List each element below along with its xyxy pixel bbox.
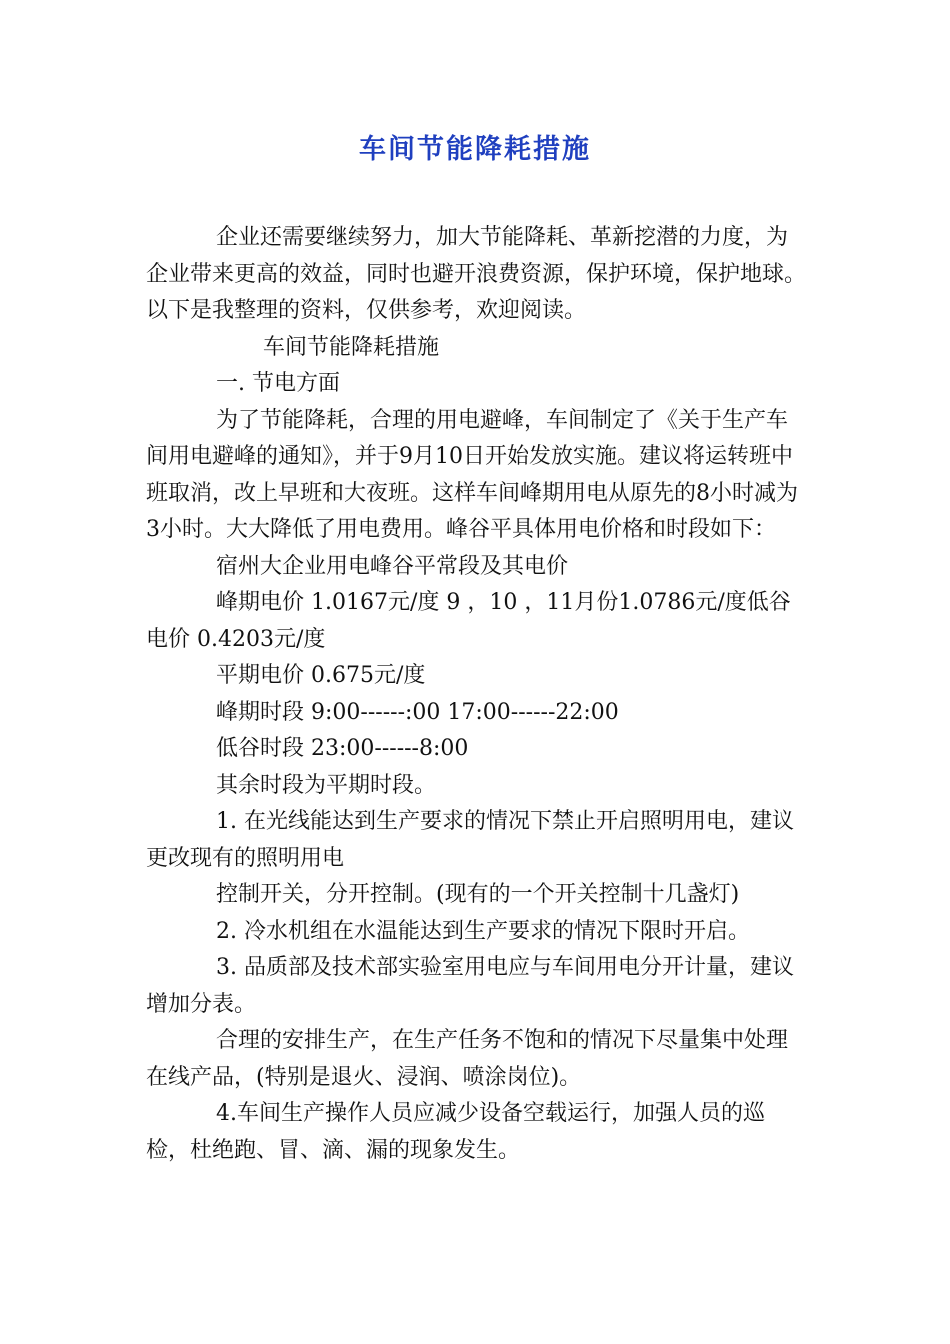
paragraph-peak-hours: 峰期时段 9:00------:00 17:00------22:00	[216, 699, 619, 725]
paragraph-item-3: 3. 品质部及技术部实验室用电应与车间用电分开计量，建议增加分表。	[146, 955, 794, 1017]
paragraph-item-1-cont: 控制开关，分开控制。(现有的一个开关控制十几盏灯)	[216, 882, 740, 907]
paragraph-intro: 企业还需要继续努力，加大节能降耗、革新挖潜的力度，为企业带来更高的效益，同时也避开浪费资源，保护环境，保护地球。以下是我整理的资料，仅供参考，欢迎阅读。	[146, 225, 807, 323]
paragraph-scheduling: 合理的安排生产，在生产任务不饱和的情况下尽量集中处理在线产品，(特别是退火、浸润、喷涂岗位)。	[146, 1028, 789, 1090]
paragraph-subtitle: 车间节能降耗措施	[263, 334, 440, 360]
paragraph-item-4: 4.车间生产操作人员应减少设备空载运行，加强人员的巡检，杜绝跑、冒、滴、漏的现象发生。	[146, 1101, 765, 1163]
paragraph-peak-avoidance: 为了节能降耗，合理的用电避峰，车间制定了《关于生产车间用电避峰的通知》，并于9月10日开始发放实施。建议将运转班中班取消，改上早班和大夜班。这样车间峰期用电从原先的8小时减为3小时。大大降低了用电费用。峰谷平具体用电价格和时段如下：	[146, 407, 798, 542]
paragraph-tariff-heading: 宿州大企业用电峰谷平常段及其电价	[216, 553, 569, 579]
paragraph-valley-hours: 低谷时段 23:00------8:00	[216, 736, 469, 761]
paragraph-item-1: 1. 在光线能达到生产要求的情况下禁止开启照明用电，建议更改现有的照明用电	[146, 809, 794, 871]
paragraph-remaining-hours: 其余时段为平期时段。	[216, 772, 437, 798]
document-title: 车间节能降耗措施	[359, 134, 591, 165]
paragraph-flat-price: 平期电价 0.675元/度	[216, 663, 426, 688]
paragraph-peak-price: 峰期电价 1.0167元/度 9 ，10 ，11月份1.0786元/度低谷电价 0.4203元/度	[146, 590, 791, 652]
document-body	[146, 220, 806, 1169]
paragraph-section-heading: 一. 节电方面	[216, 371, 340, 396]
paragraph-item-2: 2. 冷水机组在水温能达到生产要求的情况下限时开启。	[216, 918, 750, 944]
